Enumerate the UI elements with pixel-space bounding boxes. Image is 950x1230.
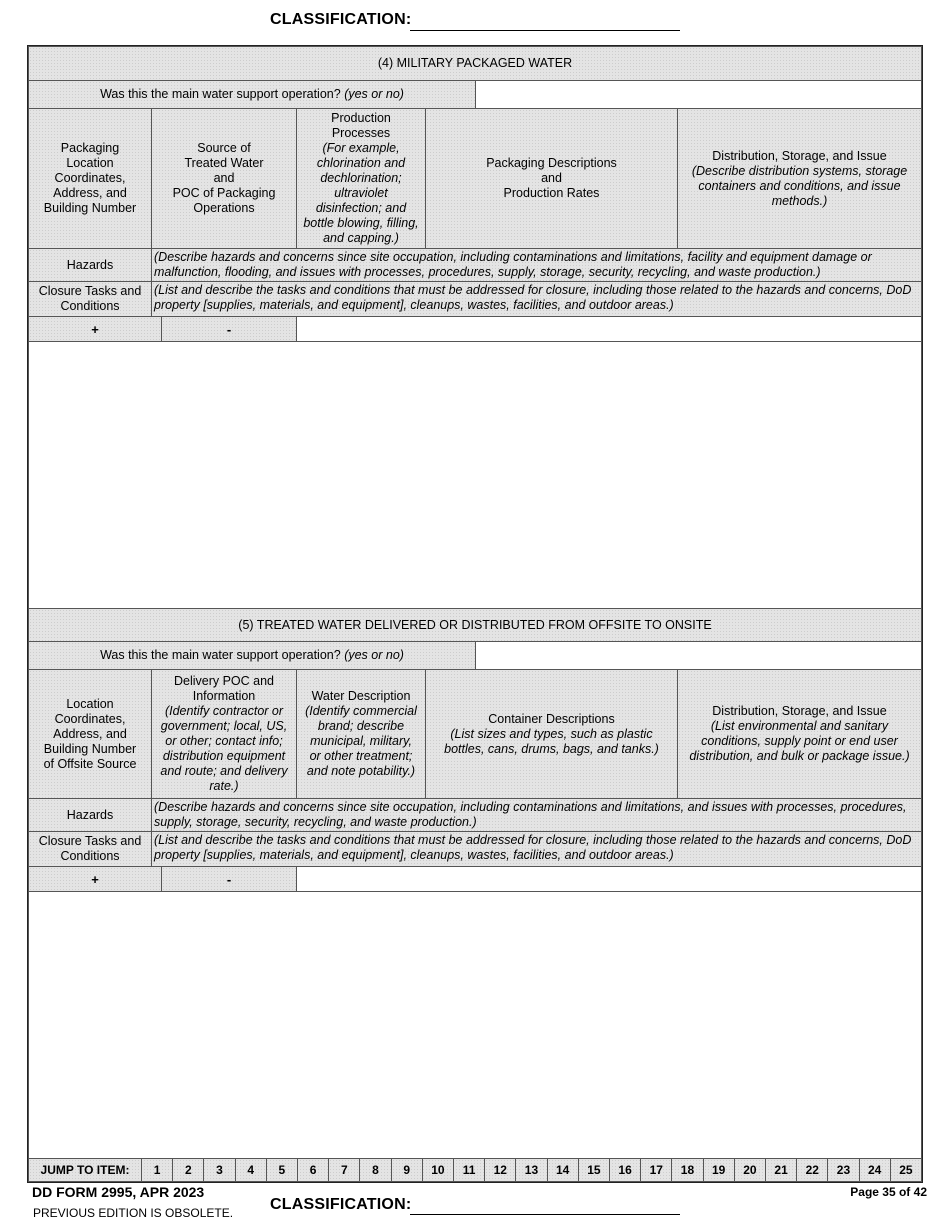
- s5-col2-line: rate.): [209, 779, 239, 793]
- s5-col3-line: and note potability.): [306, 764, 416, 778]
- jump-item-25[interactable]: 25: [890, 1159, 921, 1181]
- s5-col5-head: Distribution, Storage, and Issue: [712, 704, 887, 718]
- section5-remove-row-button[interactable]: -: [161, 866, 297, 892]
- jump-item-8[interactable]: 8: [359, 1159, 390, 1181]
- classification-field-bottom[interactable]: [410, 1214, 680, 1215]
- jump-item-3[interactable]: 3: [203, 1159, 234, 1181]
- jump-item-19[interactable]: 19: [703, 1159, 734, 1181]
- s4-col2-line: Source of: [197, 141, 251, 155]
- s5-col5-line: conditions, supply point or end user: [701, 734, 898, 748]
- s5-col2-line: distribution equipment: [162, 749, 286, 763]
- section4-row-field[interactable]: [296, 316, 922, 342]
- section5-answer-input[interactable]: [475, 641, 922, 670]
- section5-col-distribution: [677, 669, 922, 799]
- section5-title: (5) TREATED WATER DELIVERED OR DISTRIBUTED FROM OFFSITE TO ONSITE: [28, 608, 922, 642]
- section5-add-row-button[interactable]: +: [28, 866, 162, 892]
- jump-items: [141, 1159, 922, 1181]
- jump-item-14[interactable]: 14: [547, 1159, 578, 1181]
- section4-hazards-label: Hazards: [28, 248, 152, 282]
- s5-col5-line: distribution, and bulk or package issue.): [689, 749, 910, 763]
- jump-item-7[interactable]: 7: [328, 1159, 359, 1181]
- jump-label: JUMP TO ITEM:: [40, 1163, 130, 1177]
- section5-row-field[interactable]: [296, 866, 922, 892]
- section4-add-row-button[interactable]: +: [28, 316, 162, 342]
- s4-closure-line: Conditions: [60, 299, 120, 313]
- section4-col-source: [151, 108, 297, 249]
- s4-col5-line: (Describe distribution systems, storage: [691, 163, 908, 178]
- s5-col3-line: municipal, military,: [310, 734, 412, 748]
- jump-item-22[interactable]: 22: [796, 1159, 827, 1181]
- jump-item-23[interactable]: 23: [827, 1159, 858, 1181]
- section4-question-text: Was this the main water support operation?: [100, 87, 341, 101]
- jump-item-6[interactable]: 6: [297, 1159, 328, 1181]
- s5-closure-line: Closure Tasks and: [38, 834, 142, 848]
- jump-item-15[interactable]: 15: [578, 1159, 609, 1181]
- s5-col3-line: or other treatment;: [309, 749, 413, 763]
- s4-col3-line: bottle blowing, filling,: [303, 216, 419, 230]
- classification-label-bottom: CLASSIFICATION:: [270, 1196, 412, 1213]
- s4-col3-line: Processes: [331, 126, 391, 140]
- section4-col-distribution: [677, 108, 922, 249]
- section5-question-hint: (yes or no): [344, 648, 404, 662]
- jump-item-11[interactable]: 11: [453, 1159, 484, 1181]
- section4-remove-row-button[interactable]: -: [161, 316, 297, 342]
- s5-col2-line: government; local, US,: [160, 719, 288, 733]
- jump-item-9[interactable]: 9: [391, 1159, 422, 1181]
- s5-col5-line: (List environmental and sanitary: [710, 719, 889, 733]
- jump-item-2[interactable]: 2: [172, 1159, 203, 1181]
- section4-answer-input[interactable]: [475, 80, 922, 109]
- s4-col3-line: disinfection; and: [315, 201, 407, 215]
- jump-item-10[interactable]: 10: [422, 1159, 453, 1181]
- jump-item-17[interactable]: 17: [640, 1159, 671, 1181]
- s4-col3-line: Production: [331, 111, 391, 125]
- s4-col3-line: ultraviolet: [334, 186, 388, 200]
- s5-col1-line: Location: [66, 696, 114, 711]
- jump-item-24[interactable]: 24: [859, 1159, 890, 1181]
- jump-item-13[interactable]: 13: [515, 1159, 546, 1181]
- s5-col1-line: Coordinates,: [54, 711, 126, 726]
- section4-closure-label: [28, 281, 152, 317]
- jump-item-12[interactable]: 12: [484, 1159, 515, 1181]
- s5-col1-line: Building Number: [43, 741, 137, 756]
- s4-closure-line: Closure Tasks and: [38, 284, 142, 298]
- s4-col2-line: POC of Packaging: [172, 186, 276, 200]
- s5-col1-line: of Offsite Source: [43, 756, 137, 771]
- section5-question: [28, 641, 476, 670]
- page-number: Page 35 of 42: [850, 1185, 927, 1199]
- s5-col2-line: (Identify contractor or: [164, 704, 284, 718]
- section5-col-water: [296, 669, 426, 799]
- s4-col1-line: Coordinates,: [54, 171, 126, 185]
- jump-item-4[interactable]: 4: [235, 1159, 266, 1181]
- s4-col3-line: and capping.): [323, 231, 399, 245]
- s4-col3-line: chlorination and: [316, 156, 406, 170]
- section5-col-delivery: [151, 669, 297, 799]
- classification-field-top[interactable]: [410, 30, 680, 31]
- section4-title: (4) MILITARY PACKAGED WATER: [28, 46, 922, 81]
- s5-col1-line: Address, and: [53, 726, 127, 741]
- obsolete-notice: PREVIOUS EDITION IS OBSOLETE.: [33, 1206, 234, 1220]
- section5-question-text: Was this the main water support operation?: [100, 648, 341, 662]
- section4-hazards-text: (Describe hazards and concerns since site occupation, including contaminations and limitations, facility and equipment damage or malfunction, flooding, and issues with processes, procedures, supply, storage, security, recycling, and waste production.): [151, 248, 922, 282]
- jump-item-1[interactable]: 1: [141, 1159, 172, 1181]
- s5-col2-line: or other; contact info;: [165, 734, 283, 748]
- jump-item-21[interactable]: 21: [765, 1159, 796, 1181]
- section4-closure-text: (List and describe the tasks and conditions that must be addressed for closure, including those related to the hazards and concerns, DoD property [supplies, materials, and equipment], cleanups, wastes, facilities, and outdoor areas.): [151, 281, 922, 317]
- s4-col3-line: dechlorination;: [320, 171, 402, 185]
- form-id: DD FORM 2995, APR 2023: [32, 1184, 205, 1200]
- section4-col-packaging: [425, 108, 678, 249]
- s5-col2-line: Delivery POC and: [173, 674, 275, 688]
- s4-col4-line: and: [541, 171, 562, 185]
- section5-hazards-label: Hazards: [28, 798, 152, 832]
- section5-entry-area[interactable]: [28, 891, 922, 1159]
- s4-col2-line: and: [213, 171, 235, 185]
- jump-item-16[interactable]: 16: [609, 1159, 640, 1181]
- s4-col1-line: Building Number: [43, 201, 137, 215]
- jump-item-5[interactable]: 5: [266, 1159, 297, 1181]
- s5-col2-line: Information: [192, 689, 256, 703]
- s4-col5-line: methods.): [771, 193, 828, 208]
- section4-question: [28, 80, 476, 109]
- section4-col-production: [296, 108, 426, 249]
- s4-col1-line: Packaging: [60, 141, 120, 155]
- classification-label-top: CLASSIFICATION:: [270, 11, 412, 28]
- s4-col3-line: (For example,: [322, 141, 400, 155]
- s4-col1-line: Address, and: [53, 186, 127, 200]
- s4-col4-line: Packaging Descriptions: [486, 156, 617, 170]
- s4-col2-line: Treated Water: [184, 156, 264, 170]
- section5-closure-label: [28, 831, 152, 867]
- jump-item-20[interactable]: 20: [734, 1159, 765, 1181]
- section4-col-location: [28, 108, 152, 249]
- s5-col3-line: (Identify commercial: [305, 704, 417, 718]
- jump-bar: [28, 1158, 922, 1182]
- s4-col2-line: Operations: [193, 201, 255, 215]
- s5-col4-line: bottles, cans, drums, bags, and tanks.): [444, 741, 659, 756]
- s5-col4-head: Container Descriptions: [488, 711, 615, 726]
- s4-col5-head: Distribution, Storage, and Issue: [712, 148, 887, 163]
- section5-hazards-text: (Describe hazards and concerns since site occupation, including contaminations and limitations, and issues with processes, procedures, supply, storage, security, recycling, and waste production.): [151, 798, 922, 832]
- s5-col4-line: (List sizes and types, such as plastic: [450, 726, 653, 741]
- s4-col5-line: containers and conditions, and issue: [698, 178, 901, 193]
- s5-col2-line: and route; and delivery: [160, 764, 288, 778]
- section5-col-location: [28, 669, 152, 799]
- jump-item-18[interactable]: 18: [671, 1159, 702, 1181]
- s4-col1-line: Location: [66, 156, 114, 170]
- s5-col3-line: brand; describe: [317, 719, 405, 733]
- section5-col-container: [425, 669, 678, 799]
- s5-col3-head: Water Description: [311, 689, 411, 703]
- s4-col4-line: Production Rates: [503, 186, 600, 200]
- section4-question-hint: (yes or no): [344, 87, 404, 101]
- s5-closure-line: Conditions: [60, 849, 120, 863]
- section4-entry-area[interactable]: [28, 341, 922, 609]
- section5-closure-text: (List and describe the tasks and conditions that must be addressed for closure, including those related to the hazards and concerns, DoD property [supplies, materials, and equipment], cleanups, wastes, facilities, and outdoor areas.): [151, 831, 922, 867]
